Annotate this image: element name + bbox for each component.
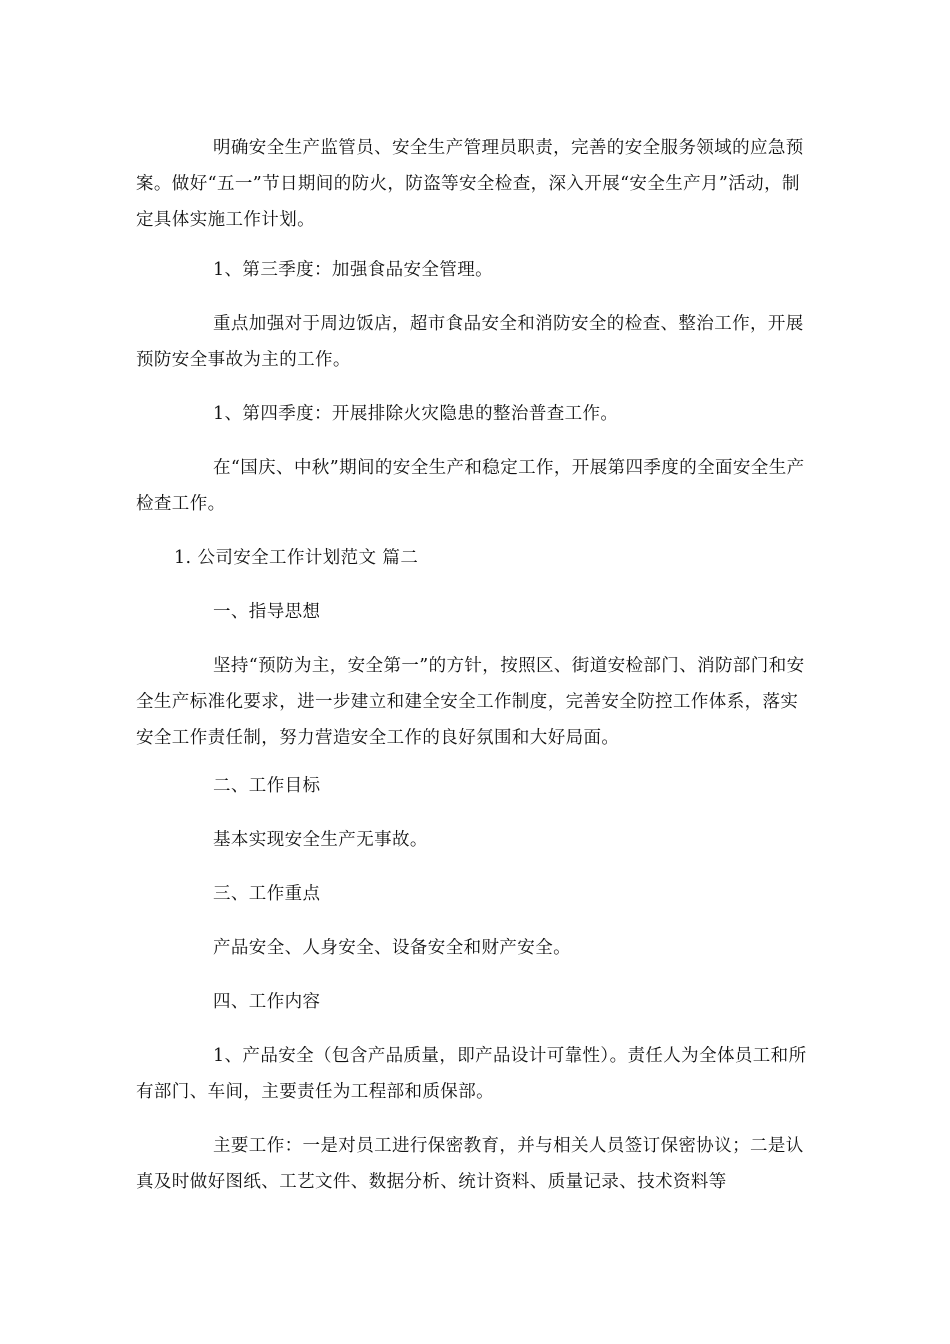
paragraph-q3-heading: 1、第三季度：加强食品安全管理。 [213, 260, 494, 280]
paragraph-product-safety: 1、产品安全（包含产品质量，即产品设计可靠性）。责任人为全体员工和所有部门、车间，主要责任为工程部和质保部。 [136, 1046, 807, 1102]
heading-guiding-ideology: 一、指导思想 [213, 602, 321, 622]
paragraph-emergency-plan: 明确安全生产监管员、安全生产管理员职责，完善的安全服务领域的应急预案。做好“五一”节日期间的防火，防盗等安全检查，深入开展“安全生产月”活动，制定具体实施工作计划。 [136, 138, 804, 230]
paragraph-q4-heading: 1、第四季度：开展排除火灾隐患的整治普查工作。 [213, 404, 619, 424]
paragraph-food-safety: 重点加强对于周边饭店，超市食品安全和消防安全的检查、整治工作，开展预防安全事故为主的工作。 [136, 314, 804, 370]
heading-work-focus: 三、工作重点 [213, 884, 321, 904]
paragraph-guiding-ideology: 坚持“预防为主，安全第一”的方针，按照区、街道安检部门、消防部门和安全生产标准化要求，进一步建立和建全安全工作制度，完善安全防控工作体系，落实安全工作责任制，努力营造安全工作的良好氛围和大好局面。 [136, 656, 805, 748]
paragraph-work-focus: 产品安全、人身安全、设备安全和财产安全。 [213, 938, 571, 958]
heading-work-goal: 二、工作目标 [213, 776, 321, 796]
heading-work-content: 四、工作内容 [213, 992, 321, 1012]
paragraph-work-goal: 基本实现安全生产无事故。 [213, 830, 428, 850]
paragraph-holiday-safety: 在“国庆、中秋”期间的安全生产和稳定工作，开展第四季度的全面安全生产检查工作。 [136, 458, 805, 514]
paragraph-main-work: 主要工作：一是对员工进行保密教育，并与相关人员签订保密协议；二是认真及时做好图纸、工艺文件、数据分析、统计资料、质量记录、技术资料等 [136, 1136, 804, 1192]
section-title-part-two: 1. 公司安全工作计划范文 篇二 [174, 548, 419, 568]
